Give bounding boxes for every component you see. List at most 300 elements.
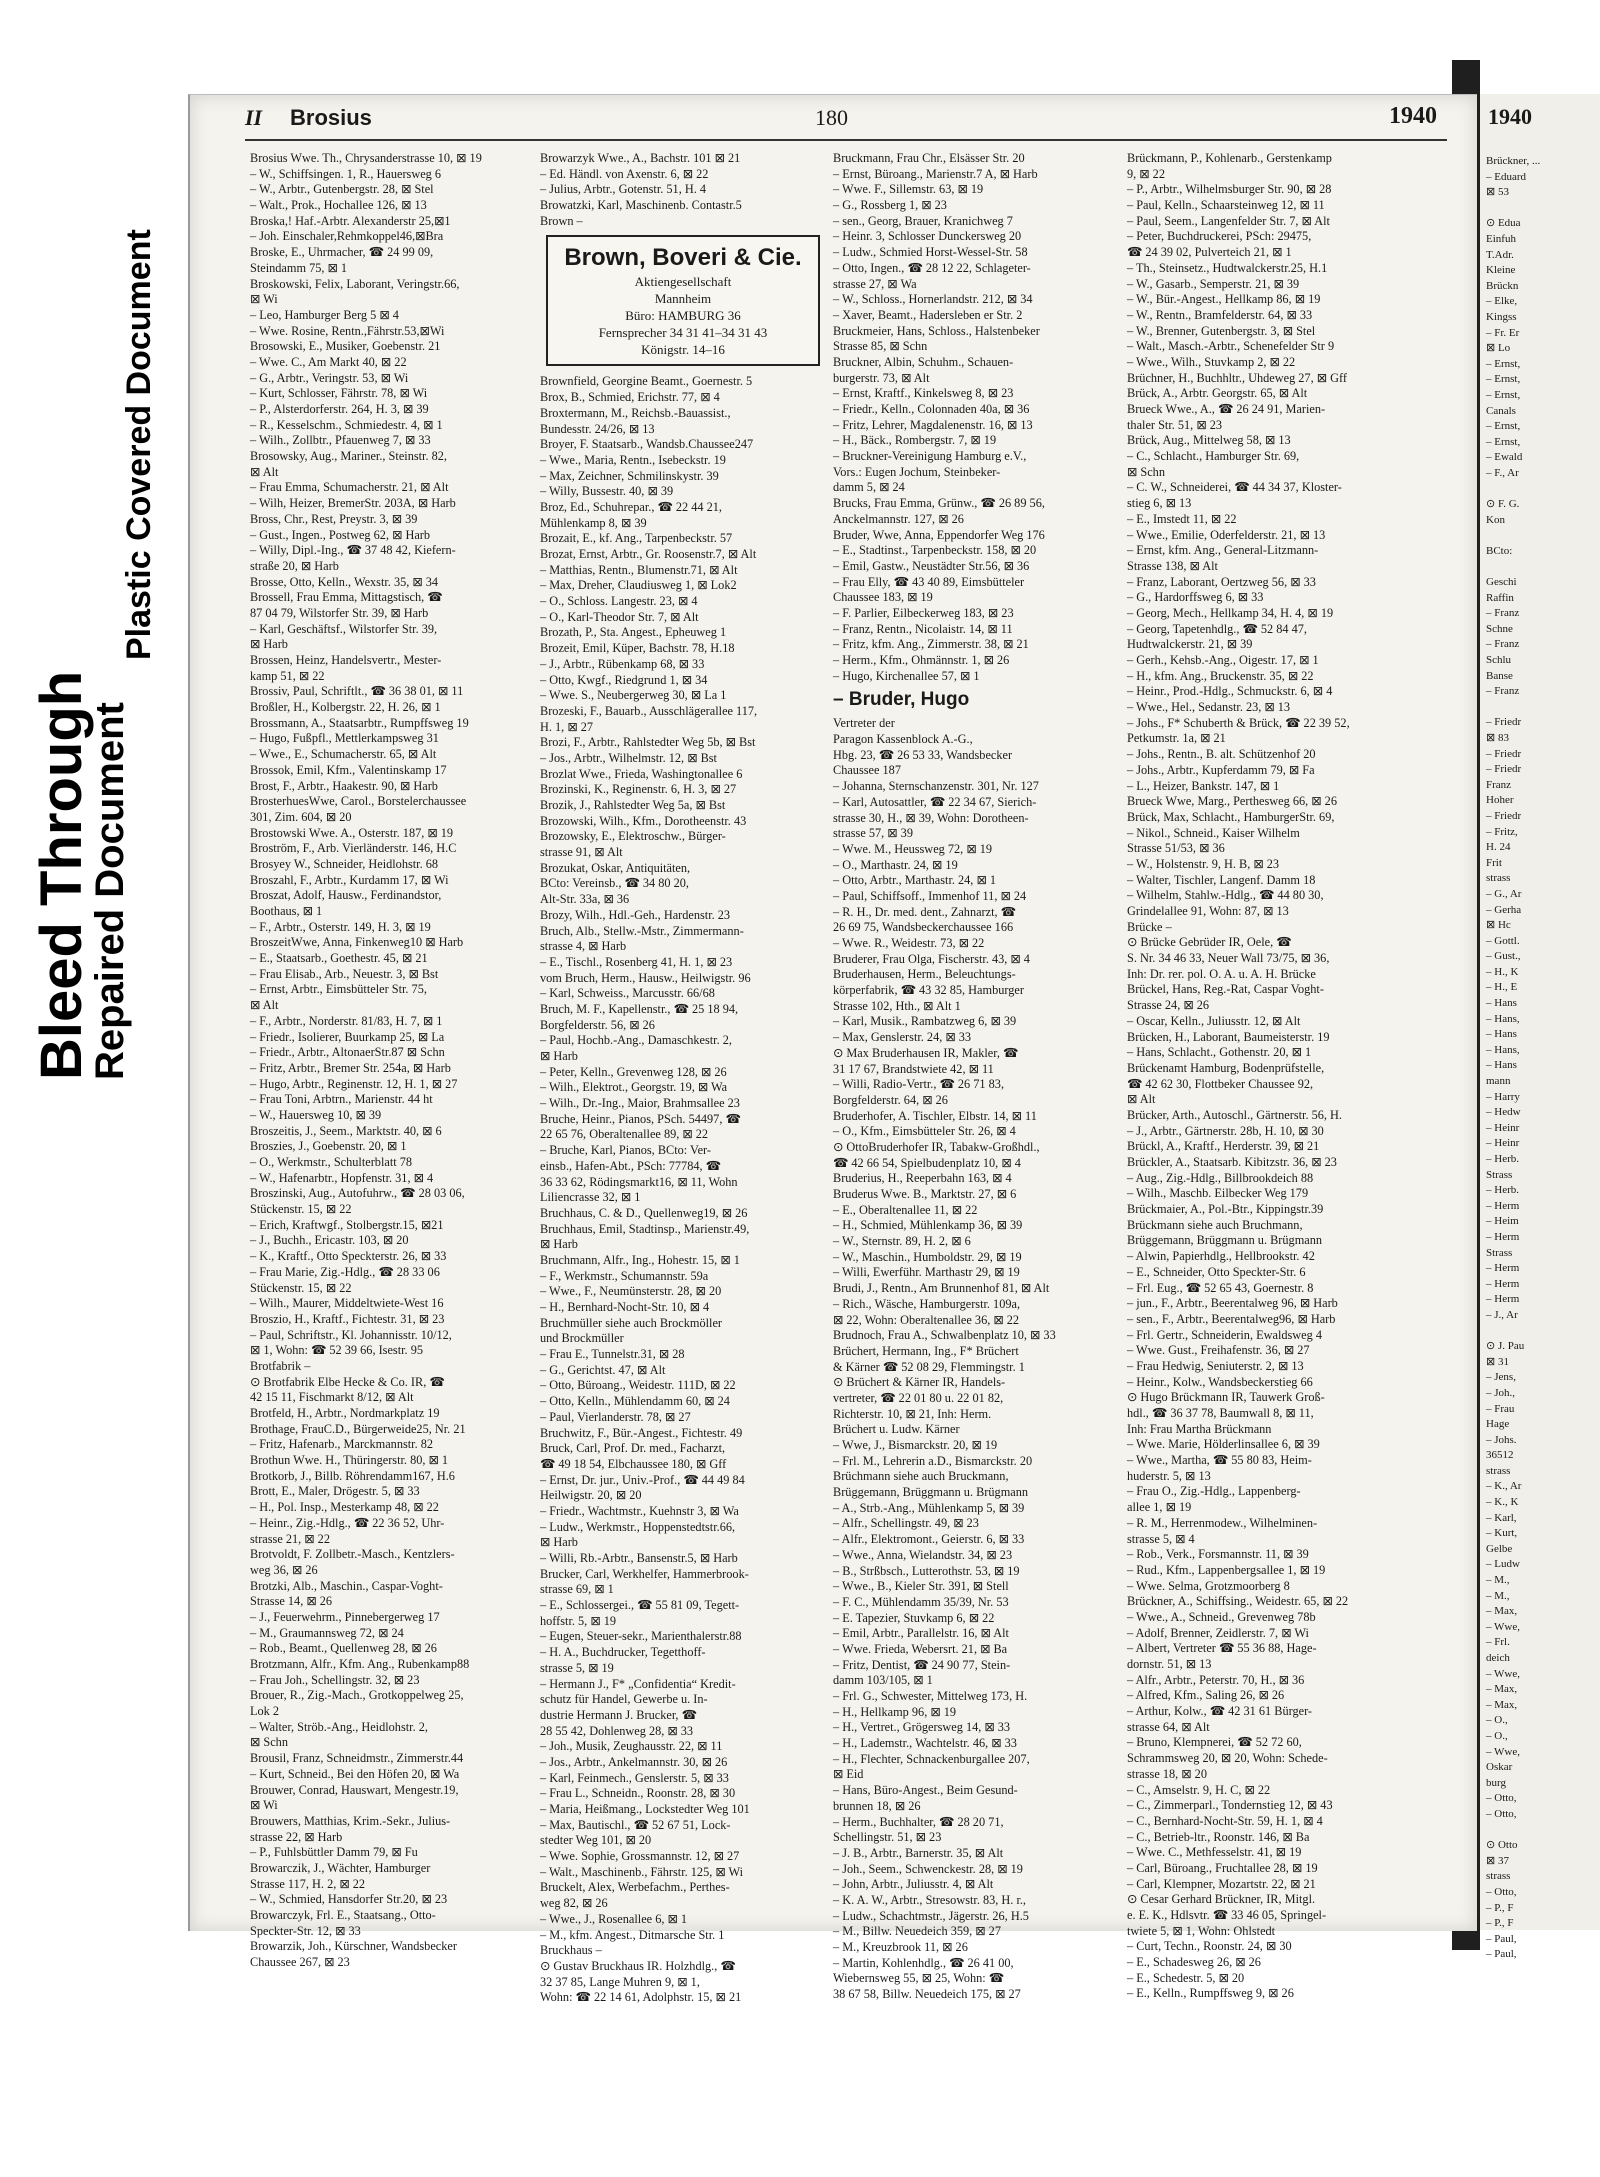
directory-entry-line: – Paul, Hochb.-Ang., Damaschkestr. 2, — [540, 1033, 732, 1048]
directory-entry-line: – Wwe. C., Am Markt 40, ⊠ 22 — [250, 354, 407, 369]
directory-entry-line: – Bruno, Klempnerei, ☎ 52 72 60, — [1127, 1735, 1302, 1750]
directory-entry-line: Brückel, Hans, Reg.-Rat, Caspar Voght- — [1127, 982, 1324, 997]
directory-entry-line: ⊠ Alt — [250, 464, 279, 479]
directory-entry-line: Brozait, E., kf. Ang., Tarpenbeckstr. 57 — [540, 531, 733, 546]
directory-entry-line: – W., Brenner, Gutenbergstr. 3, ⊠ Stel — [1127, 323, 1316, 338]
directory-entry-line: ⊙ Gustav Bruckhaus IR. Holzhdlg., ☎ — [540, 1958, 736, 1973]
directory-entry-line: – Herm — [1486, 1230, 1520, 1243]
directory-entry-line: Browarzyk Wwe., A., Bachstr. 101 ⊠ 21 — [540, 151, 741, 165]
directory-entry-line: – O., — [1486, 1729, 1508, 1742]
directory-entry-line: – Wwe. Rosine, Rentn.,Fährstr.53,⊠Wi — [250, 323, 445, 338]
directory-entry-line: Strasse 117, H. 2, ⊠ 22 — [250, 1876, 366, 1891]
directory-entry-line: Broßler, H., Kolbergstr. 22, H. 26, ⊠ 1 — [250, 700, 441, 715]
directory-entry-line: Brozinski, K., Reginenstr. 6, H. 3, ⊠ 27 — [540, 782, 737, 797]
directory-entry-line: Brozi, F., Arbtr., Rahlstedter Weg 5b, ⊠ Bst — [540, 735, 756, 750]
directory-entry-line: – Heim — [1486, 1215, 1519, 1228]
directory-entry-line: Brückenamt Hamburg, Bodenprüfstelle, — [1127, 1060, 1325, 1075]
directory-entry-line: Petkumstr. 1a, ⊠ 21 — [1127, 731, 1226, 746]
page-year: 1940 — [1389, 103, 1437, 129]
directory-entry-line: Frit — [1486, 856, 1502, 869]
directory-entry-line: – Wwe., J., Rosenallee 6, ⊠ 1 — [540, 1911, 688, 1926]
directory-entry-line: Schrammsweg 20, ⊠ 20, Wohn: Schede- — [1127, 1751, 1328, 1766]
directory-entry-line: – sen., F., Arbtr., Beerentalweg96, ⊠ Harb — [1127, 1311, 1336, 1326]
directory-entry-line: – Max, — [1486, 1683, 1518, 1696]
directory-entry-line: – Georg, Tapetenhdlg., ☎ 52 84 47, — [1127, 621, 1307, 636]
directory-entry-line: – Frl. M., Lehrerin a.D., Bismarckstr. 20 — [833, 1453, 1033, 1468]
directory-entry-line: – Johanna, Sternschanzenstr. 301, Nr. 127 — [833, 779, 1039, 794]
directory-entry-line: 36512 — [1486, 1449, 1514, 1462]
directory-entry-line: – W., Arbtr., Gutenbergstr. 28, ⊠ Stel — [250, 182, 434, 197]
directory-entry-line: – Otto, — [1486, 1792, 1517, 1805]
column-1 — [250, 151, 536, 1971]
directory-entry-line: Bruderius, H., Reeperbahn 163, ⊠ 4 — [833, 1171, 1012, 1186]
directory-entry-line: – Wilh., Zollbtr., Pfauenweg 7, ⊠ 33 — [250, 433, 431, 448]
directory-entry-line: – O., — [1486, 1714, 1508, 1727]
directory-entry-line — [1486, 700, 1600, 716]
directory-entry-line — [1486, 201, 1600, 217]
directory-entry-line — [1486, 1324, 1600, 1340]
directory-entry-line: – Ludw., Werkmstr., Hoppenstedtstr.66, — [540, 1519, 736, 1534]
directory-entry-line: – Wilhelm, Stahlw.-Hdlg., ☎ 44 80 30, — [1127, 888, 1324, 903]
directory-entry-line: Mühlenkamp 8, ⊠ 39 — [540, 515, 647, 530]
directory-entry-line: – Hugo, Kirchenallee 57, ⊠ 1 — [833, 668, 980, 683]
directory-entry-line: – F., Arbtr., Norderstr. 81/83, H. 7, ⊠ 1 — [250, 1013, 443, 1028]
directory-entry-line: Inh: Frau Martha Brückmann — [1127, 1421, 1272, 1436]
directory-entry-line: – J., Arbtr., Gärtnerstr. 28b, H. 10, ⊠ 30 — [1127, 1123, 1324, 1138]
directory-entry-line: – W., Hafenarbtr., Hopfenstr. 31, ⊠ 4 — [250, 1170, 434, 1185]
directory-entry-line: Brossok, Emil, Kfm., Valentinskamp 17 — [250, 762, 447, 777]
directory-entry-line: deich — [1486, 1652, 1510, 1664]
directory-entry-line: – H., Vertret., Grögersweg 14, ⊠ 33 — [833, 1720, 1011, 1735]
directory-entry-line: – P., F — [1486, 1917, 1514, 1930]
directory-entry-line: straße 20, ⊠ Harb — [250, 558, 339, 573]
directory-entry-line: Brück, A., Arbtr. Georgstr. 65, ⊠ Alt — [1127, 386, 1308, 401]
directory-entry-line: – M., Graumannsweg 72, ⊠ 24 — [250, 1625, 404, 1640]
directory-entry-line: Heilwigstr. 20, ⊠ 20 — [540, 1488, 642, 1503]
directory-entry-line: weg 82, ⊠ 26 — [540, 1896, 608, 1911]
directory-entry-line: – J., Feuerwehrm., Pinnebergerweg 17 — [250, 1609, 440, 1624]
directory-entry-line: – Ernst, — [1486, 420, 1521, 433]
directory-entry-line: – W., Schiffsingen. 1, R., Hauersweg 6 — [250, 166, 442, 181]
ad-line: Fernsprecher 34 31 41–34 31 43 — [598, 325, 768, 341]
directory-entry-line: – E., Stadtinst., Tarpenbeckstr. 158, ⊠ 20 — [833, 543, 1037, 558]
directory-entry-line: – Herm — [1486, 1277, 1520, 1290]
directory-entry-line: Strasse 102, Hth., ⊠ Alt 1 — [833, 998, 961, 1013]
directory-entry-line: Brücker, Arth., Autoschl., Gärtnerstr. 56, H. — [1127, 1107, 1343, 1122]
directory-entry-line: Brozath, P., Sta. Angest., Epheuweg 1 — [540, 625, 727, 640]
directory-entry-line: – Otto, Arbtr., Marthastr. 24, ⊠ 1 — [833, 873, 996, 888]
directory-entry-line: Browarczyk, Frl. E., Staatsang., Otto- — [250, 1908, 436, 1922]
directory-entry-line: – Fritz, Arbtr., Bremer Str. 254a, ⊠ Harb — [250, 1060, 451, 1075]
directory-entry-line: – Friedr., Kelln., Colonnaden 40a, ⊠ 36 — [833, 402, 1030, 416]
directory-entry-line: – Wwe. F., Sillemstr. 63, ⊠ 19 — [833, 182, 984, 197]
directory-entry-line: – C., Schlacht., Hamburger Str. 69, — [1127, 449, 1300, 464]
directory-entry-line: Bruckelt, Alex, Werbefachm., Perthes- — [540, 1880, 730, 1895]
directory-entry-line: – Hans, — [1486, 1043, 1520, 1056]
directory-entry-line: kamp 51, ⊠ 22 — [250, 668, 325, 683]
directory-page — [188, 94, 1477, 2005]
directory-entry-line: – P., Arbtr., Wilhelmsburger Str. 90, ⊠ 28 — [1127, 182, 1332, 197]
directory-entry-line: strasse 5, ⊠ 4 — [1127, 1531, 1195, 1546]
directory-entry-line: Browarczik, J., Wächter, Hamburger — [250, 1860, 431, 1875]
directory-entry-line: Kingss — [1486, 310, 1517, 323]
directory-entry-line: – M., kfm. Angest., Ditmarsche Str. 1 — [540, 1927, 725, 1942]
directory-entry-line: – Frau L., Schneidn., Roonstr. 28, ⊠ 30 — [540, 1786, 736, 1801]
directory-entry-line: & Kärner ☎ 52 08 29, Flemmingstr. 1 — [833, 1359, 1025, 1374]
directory-entry-line: – Alfr., Elektromont., Geierstr. 6, ⊠ 33 — [833, 1532, 1025, 1547]
directory-entry-line: – R. M., Herrenmodew., Wilhelminen- — [1127, 1515, 1318, 1530]
directory-entry-line: Brozlat Wwe., Frieda, Washingtonallee 6 — [540, 766, 743, 781]
directory-entry-line: – L., Heizer, Bankstr. 147, ⊠ 1 — [1127, 778, 1280, 793]
directory-entry-line: Brozowsky, E., Elektroschw., Bürger- — [540, 829, 726, 844]
directory-entry-line: – O., Schloss. Langestr. 23, ⊠ 4 — [540, 594, 698, 609]
directory-entry-line: – Wwe. Marie, Hölderlinsallee 6, ⊠ 39 — [1127, 1437, 1320, 1452]
bruder-hugo-heading: – Bruder, Hugo — [833, 689, 970, 711]
directory-entry-line: – Willy, Dipl.-Ing., ☎ 37 48 42, Kiefern- — [250, 543, 456, 558]
directory-entry-line: Brudnoch, Frau A., Schwalbenplatz 10, ⊠ 33 — [833, 1328, 1056, 1343]
directory-entry-line: ⊠ Wi — [250, 292, 278, 307]
directory-entry-line: strass — [1486, 872, 1511, 885]
directory-entry-line: – E. Tapezier, Stuvkamp 6, ⊠ 22 — [833, 1610, 995, 1625]
directory-entry-line: – Hermann J., F* „Confidentia“ Kredit- — [540, 1676, 736, 1691]
directory-entry-line: Brotvoldt, F. Zollbetr.-Masch., Kentzlers- — [250, 1547, 455, 1562]
directory-entry-line: dustrie Hermann J. Brucker, ☎ — [540, 1707, 697, 1722]
directory-entry-line: – Leo, Hamburger Berg 5 ⊠ 4 — [250, 307, 399, 322]
directory-entry-line: Brotfeld, H., Arbtr., Nordmarkplatz 19 — [250, 1406, 440, 1420]
directory-entry-line: – F., Ar — [1486, 466, 1519, 479]
directory-entry-line: – Wwe, — [1486, 1620, 1521, 1633]
directory-entry-line: – Alfr., Schellingstr. 49, ⊠ 23 — [833, 1516, 979, 1531]
directory-entry-line: Brück, Max, Schlacht., HamburgerStr. 69, — [1127, 809, 1335, 824]
directory-entry-line: – G., Arbtr., Veringstr. 53, ⊠ Wi — [250, 370, 409, 385]
directory-entry-line: ⊠ Schn — [250, 1735, 288, 1750]
directory-entry-line: Schlu — [1486, 654, 1512, 666]
directory-entry-line: Brüchner, H., Buchhltr., Uhdeweg 27, ⊠ Gff — [1127, 370, 1347, 385]
directory-entry-line: – J., Ar — [1486, 1308, 1518, 1321]
ad-line: Mannheim — [654, 291, 712, 307]
directory-entry-line: Brotfabrik – — [250, 1358, 311, 1373]
directory-entry-line: BrosterhuesWwe, Carol., Borstelerchaussee — [250, 794, 467, 809]
directory-entry-line: – Jens, — [1486, 1371, 1516, 1384]
directory-entry-line: e. E. K., Hdlsvtr. ☎ 33 46 05, Springel- — [1127, 1908, 1327, 1922]
directory-entry-line: – Wwe., Martha, ☎ 55 80 83, Heim- — [1127, 1453, 1312, 1468]
directory-entry-line: – Fr. Er — [1486, 326, 1520, 339]
directory-entry-line: 32 37 85, Lange Muhren 9, ⊠ 1, — [540, 1974, 700, 1989]
directory-entry-line: – Friedr., Wachtmstr., Kuehnstr 3, ⊠ Wa — [540, 1503, 739, 1518]
directory-entry-line: – H., E — [1486, 981, 1518, 994]
directory-entry-line: Franz — [1486, 778, 1512, 791]
directory-entry-line: – Frau Elisab., Arb., Neuestr. 3, ⊠ Bst — [250, 966, 439, 981]
directory-entry-line: huderstr. 5, ⊠ 13 — [1127, 1468, 1211, 1483]
directory-entry-line: Bruckmann, Frau Chr., Elsässer Str. 20 — [833, 151, 1025, 165]
directory-entry-line: – Hedw — [1486, 1106, 1521, 1119]
directory-entry-line: – Emil, Arbtr., Parallelstr. 16, ⊠ Alt — [833, 1626, 1009, 1641]
directory-entry-line: BCto: — [1486, 544, 1513, 557]
directory-entry-line: Brozik, J., Rahlstedter Weg 5a, ⊠ Bst — [540, 798, 726, 812]
directory-entry-line: Brossmann, A., Staatsarbtr., Rumpffsweg 19 — [250, 715, 469, 730]
directory-entry-line: Brownfield, Georgine Beamt., Goernestr. 5 — [540, 374, 753, 389]
directory-entry-line: strasse 30, H., ⊠ 39, Wohn: Dorotheen- — [833, 810, 1029, 825]
directory-entry-line: – W., Rentn., Bramfelderstr. 64, ⊠ 33 — [1127, 307, 1313, 322]
directory-entry-line: – W., Maschin., Humboldstr. 29, ⊠ 19 — [833, 1249, 1022, 1264]
directory-entry-line: – H., Lademstr., Wachtelstr. 46, ⊠ 33 — [833, 1736, 1017, 1751]
directory-entry-line: Borgfelderstr. 56, ⊠ 26 — [540, 1017, 655, 1032]
directory-entry-line: – Nikol., Schneid., Kaiser Wilhelm — [1127, 825, 1300, 840]
directory-entry-line: ⊠ Harb — [250, 637, 288, 652]
directory-entry-line: – Karl, Geschäftsf., Wilstorfer Str. 39, — [250, 621, 438, 636]
directory-entry-line: Broszinski, Aug., Autofuhrw., ☎ 28 03 06, — [250, 1186, 465, 1201]
directory-entry-line: – Max, — [1486, 1605, 1518, 1618]
directory-entry-line: – Alfred, Kfm., Saling 26, ⊠ 26 — [1127, 1688, 1285, 1703]
directory-entry-line: brunnen 18, ⊠ 26 — [833, 1798, 921, 1813]
directory-entry-line: – M., — [1486, 1574, 1510, 1587]
directory-entry-line: ⊠ Harb — [540, 1049, 578, 1063]
directory-entry-line: Brotkorb, J., Billb. Röhrendamm167, H.6 — [250, 1468, 455, 1483]
directory-entry-line: S. Nr. 34 46 33, Neuer Wall 73/75, ⊠ 36, — [1127, 951, 1330, 966]
directory-entry-line: Brox, B., Schmied, Erichstr. 77, ⊠ 4 — [540, 390, 720, 405]
directory-entry-line: – Wwe. M., Heussweg 72, ⊠ 19 — [833, 841, 992, 856]
directory-entry-line: Bruchwitz, F., Bür.-Angest., Fichtestr. 49 — [540, 1425, 743, 1440]
directory-entry-line: – Ed. Händl. von Axenstr. 6, ⊠ 22 — [540, 166, 709, 181]
directory-entry-line: – Franz — [1486, 607, 1520, 620]
directory-entry-line: – Wilh, Heizer, BremerStr. 203A, ⊠ Harb — [250, 496, 456, 511]
running-head: Brosius — [290, 105, 372, 130]
directory-entry-line: – Heinr — [1486, 1137, 1520, 1150]
directory-entry-line: ☎ 24 39 02, Pulverteich 21, ⊠ 1 — [1127, 245, 1292, 260]
directory-entry-line: – Max, Bautischl., ☎ 52 67 51, Lock- — [540, 1817, 731, 1832]
directory-entry-line: – Rich., Wäsche, Hamburgerstr. 109a, — [833, 1296, 1021, 1311]
directory-entry-line: Liliencrasse 32, ⊠ 1 — [540, 1190, 641, 1205]
column-2 — [540, 151, 826, 2006]
directory-entry-line: 42 15 11, Fischmarkt 8/12, ⊠ Alt — [250, 1390, 414, 1405]
directory-entry-line: Strass — [1486, 1246, 1513, 1259]
directory-entry-line: – Gerh., Kehsb.-Ang., Oigestr. 17, ⊠ 1 — [1127, 653, 1319, 667]
directory-entry-line: – Wwe. Frieda, Webersrt. 21, ⊠ Ba — [833, 1641, 1008, 1656]
directory-entry-line: – Hans — [1486, 1059, 1517, 1072]
volume-number: II — [245, 105, 263, 130]
directory-entry-line: – O., Kfm., Eimsbütteler Str. 26, ⊠ 4 — [833, 1124, 1016, 1139]
directory-entry-line: ⊙ F. G. — [1486, 498, 1520, 511]
directory-entry-line: – Hans — [1486, 997, 1517, 1010]
directory-entry-line: – Fritz, Lehrer, Magdalenenstr. 16, ⊠ 13 — [833, 417, 1033, 432]
directory-entry-line: ☎ 49 18 54, Elbchaussee 180, ⊠ Gff — [540, 1456, 727, 1471]
directory-entry-line: – Otto, — [1486, 1885, 1517, 1898]
directory-entry-line: Brotzmann, Alfr., Kfm. Ang., Rubenkamp88 — [250, 1657, 470, 1671]
directory-entry-line: Broz, Ed., Schuhrepar., ☎ 22 44 21, — [540, 499, 722, 514]
directory-entry-line: – Wwe. Gust., Freihafenstr. 36, ⊠ 27 — [1127, 1343, 1310, 1358]
header-rule — [245, 139, 1447, 141]
directory-entry-line: – Johs., Rentn., B. alt. Schützenhof 20 — [1127, 747, 1316, 762]
directory-entry-line: – Walt., Prok., Hochallee 126, ⊠ 13 — [250, 198, 427, 213]
directory-entry-line: Brozukat, Oskar, Antiquitäten, — [540, 860, 691, 875]
directory-entry-line: mann — [1486, 1075, 1511, 1088]
directory-entry-line: hdl., ☎ 36 37 78, Baumwall 8, ⊠ 11, — [1127, 1406, 1314, 1420]
directory-entry-line: – Th., Steinsetz., Hudtwalckerstr.25, H.1 — [1127, 260, 1328, 275]
directory-entry-line: Kon — [1486, 513, 1505, 526]
directory-entry-line: – Friedr., Isolierer, Buurkamp 25, ⊠ La — [250, 1029, 445, 1044]
column-3-entries — [833, 716, 1119, 2002]
next-page-fragment — [1480, 94, 1600, 1961]
directory-entry-line: – Julius, Arbtr., Gotenstr. 51, H. 4 — [540, 182, 707, 197]
directory-entry-line: 38 67 58, Billw. Neuedeich 175, ⊠ 27 — [833, 1987, 1021, 2002]
directory-entry-line: – C. W., Schneiderei, ☎ 44 34 37, Kloster- — [1127, 480, 1342, 495]
directory-entry-line: 87 04 79, Wilstorfer Str. 39, ⊠ Harb — [250, 605, 429, 620]
directory-entry-line: strasse 91, ⊠ Alt — [540, 845, 623, 860]
directory-entry-line: Bruckhaus – — [540, 1943, 602, 1958]
directory-entry-line: – Adolf, Brenner, Zeidlerstr. 7, ⊠ Wi — [1127, 1625, 1309, 1640]
directory-entry-line: – Gottl. — [1486, 934, 1520, 947]
directory-entry-line: – Wwe., F., Neumünsterstr. 28, ⊠ 20 — [540, 1284, 722, 1299]
directory-entry-line: – Max, Genslerstr. 24, ⊠ 33 — [833, 1030, 972, 1045]
directory-entry-line: ⊠ Lo — [1486, 342, 1511, 355]
directory-entry-line: burg — [1486, 1776, 1506, 1789]
directory-entry-line: – H., Pol. Insp., Mesterkamp 48, ⊠ 22 — [250, 1500, 439, 1515]
directory-entry-line: – Heinr., Prod.-Hdlg., Schmuckstr. 6, ⊠ 4 — [1127, 684, 1333, 699]
directory-entry-line: – W., Hauersweg 10, ⊠ 39 — [250, 1107, 382, 1122]
directory-entry-line: – Gerha — [1486, 903, 1522, 916]
directory-entry-line: – Frau Hedwig, Seniuterstr. 2, ⊠ 13 — [1127, 1358, 1304, 1373]
directory-entry-line: – Paul, — [1486, 1932, 1517, 1945]
directory-entry-line: Bruckner, Albin, Schuhm., Schauen- — [833, 354, 1014, 369]
directory-entry-line: – Martin, Kohlenhdlg., ☎ 26 41 00, — [833, 1955, 1014, 1970]
directory-entry-line: BCto: Vereinsb., ☎ 34 80 20, — [540, 876, 689, 891]
directory-entry-line: Hudtwalckerstr. 21, ⊠ 39 — [1127, 637, 1253, 652]
directory-entry-line: – H., kfm. Ang., Bruckenstr. 35, ⊠ 22 — [1127, 668, 1314, 683]
directory-entry-line: – P., Fuhlsbüttler Damm 79, ⊠ Fu — [250, 1845, 418, 1860]
directory-entry-line: ⊠ Harb — [540, 1535, 578, 1550]
directory-entry-line: Brozeski, F., Bauarb., Ausschlägerallee 117, — [540, 703, 758, 718]
ad-line: Büro: HAMBURG 36 — [625, 308, 741, 324]
directory-entry-line: ☎ 42 62 30, Flottbeker Chaussee 92, — [1127, 1076, 1314, 1091]
directory-entry-line: Strasse 85, ⊠ Schn — [833, 339, 928, 354]
directory-entry-line: strasse 5, ⊠ 19 — [540, 1660, 614, 1675]
directory-entry-line: – Joh., Musik, Zeughausstr. 22, ⊠ 11 — [540, 1739, 723, 1754]
directory-entry-line: ⊠ 1, Wohn: ☎ 52 39 66, Isestr. 95 — [250, 1343, 423, 1358]
directory-entry-line: Brosowsky, Aug., Mariner., Steinstr. 82, — [250, 449, 447, 464]
bleed-through-label: Bleed Through — [29, 670, 94, 1080]
directory-entry-line: – K., Kraftf., Otto Speckterstr. 26, ⊠ 33 — [250, 1249, 447, 1264]
directory-entry-line: Brothage, FrauC.D., Bürgerweide25, Nr. 21 — [250, 1421, 466, 1436]
directory-entry-line: Brückl, A., Kraftf., Herderstr. 39, ⊠ 21 — [1127, 1139, 1320, 1154]
directory-entry-line: Brousil, Franz, Schneidmstr., Zimmerstr.44 — [250, 1751, 464, 1766]
directory-entry-line: Bruch, M. F., Kapellenstr., ☎ 25 18 94, — [540, 1001, 739, 1016]
directory-entry-line: – Hans — [1486, 1028, 1517, 1041]
directory-entry-line: Brown – — [540, 213, 583, 228]
repaired-document-label: Repaired Document — [88, 702, 132, 1080]
directory-entry-line: Browarzik, Joh., Kürschner, Wandsbecker — [250, 1939, 457, 1954]
directory-entry-line: – W., Schmied, Hansdorfer Str.20, ⊠ 23 — [250, 1892, 448, 1907]
directory-entry-line: strasse 57, ⊠ 39 — [833, 826, 913, 841]
directory-entry-line: – Gust., — [1486, 950, 1521, 963]
directory-entry-line: ⊠ Alt — [250, 998, 279, 1013]
directory-entry-line: Brotzki, Alb., Maschin., Caspar-Voght- — [250, 1578, 443, 1593]
directory-entry-line: strasse 22, ⊠ Harb — [250, 1829, 343, 1844]
directory-entry-line: Brückmann siehe auch Bruchmann, — [1127, 1217, 1303, 1232]
directory-entry-line: Steindamm 75, ⊠ 1 — [250, 260, 348, 275]
column-2-head-entries — [540, 151, 826, 229]
directory-entry-line: – Alwin, Papierhdlg., Hellbrookstr. 42 — [1127, 1249, 1315, 1264]
directory-entry-line: – R. H., Dr. med. dent., Zahnarzt, ☎ — [833, 904, 1016, 919]
directory-entry-line: – Wwe., Wilh., Stuvkamp 2, ⊠ 22 — [1127, 354, 1296, 369]
directory-entry-line: 301, Zim. 604, ⊠ 20 — [250, 809, 352, 824]
directory-entry-line: – E., Kelln., Rumpffsweg 9, ⊠ 26 — [1127, 1986, 1294, 2001]
directory-entry-line: Brossen, Heinz, Handelsvertr., Mester- — [250, 653, 442, 667]
directory-entry-line: – Frau E., Tunnelstr.31, ⊠ 28 — [540, 1347, 685, 1362]
directory-entry-line: Brozowski, Wilh., Kfm., Dorotheenstr. 43 — [540, 813, 747, 828]
directory-entry-line: – A., Strb.-Ang., Mühlenkamp 5, ⊠ 39 — [833, 1500, 1025, 1515]
directory-entry-line: Chaussee 187 — [833, 763, 901, 778]
directory-entry-line: Paragon Kassenblock A.-G., — [833, 732, 973, 747]
directory-entry-line: – Frau Elly, ☎ 43 40 89, Eimsbütteler — [833, 574, 1025, 589]
directory-entry-line: – F., Arbtr., Osterstr. 149, H. 3, ⊠ 19 — [250, 919, 431, 934]
directory-entry-line: Bruderhofer, A. Tischler, Elbstr. 14, ⊠ 11 — [833, 1108, 1037, 1123]
directory-entry-line: – Paul, Seem., Langenfelder Str. 7, ⊠ Alt — [1127, 213, 1330, 228]
directory-entry-line: Brosius Wwe. Th., Chrysanderstrasse 10, ⊠ 19 — [250, 151, 482, 165]
directory-entry-line: – Peter, Kelln., Grevenweg 128, ⊠ 26 — [540, 1064, 727, 1079]
directory-entry-line: Bruche, Heinr., Pianos, PSch. 54497, ☎ — [540, 1111, 741, 1126]
directory-entry-line: ⊠ 31 — [1486, 1355, 1509, 1368]
directory-entry-line: – Harry — [1486, 1090, 1520, 1103]
directory-entry-line: – Ernst, — [1486, 388, 1521, 401]
directory-entry-line: vertreter, ☎ 22 01 80 u. 22 01 82, — [833, 1390, 1004, 1405]
directory-entry-line: – Johs. — [1486, 1433, 1517, 1446]
directory-entry-line: Hage — [1486, 1418, 1510, 1431]
directory-entry-line: ⊠ Harb — [540, 1237, 578, 1252]
directory-entry-line: – Emil, Gastw., Neustädter Str.56, ⊠ 36 — [833, 558, 1030, 573]
directory-entry-line: – Heinr. 3, Schlosser Dunckersweg 20 — [833, 229, 1022, 244]
next-page-lines — [1486, 154, 1600, 1963]
directory-entry-line: – W., Schloss., Hornerlandstr. 212, ⊠ 34 — [833, 292, 1033, 307]
directory-entry-line: Raffin — [1486, 591, 1514, 604]
directory-entry-line: ☎ 42 66 54, Spielbudenplatz 10, ⊠ 4 — [833, 1155, 1021, 1170]
directory-entry-line: – H., Schmied, Mühlenkamp 36, ⊠ 39 — [833, 1218, 1023, 1233]
directory-entry-line: Wiebernsweg 55, ⊠ 25, Wohn: ☎ — [833, 1971, 1005, 1986]
directory-entry-line: – P., Alsterdorferstr. 264, H. 3, ⊠ 39 — [250, 402, 429, 416]
directory-entry-line: Schellingstr. 51, ⊠ 23 — [833, 1830, 942, 1845]
directory-entry-line: hoffstr. 5, ⊠ 19 — [540, 1613, 617, 1628]
directory-entry-line: ⊙ Brüchert & Kärner IR, Handels- — [833, 1375, 1006, 1390]
directory-entry-line: Brosowski, E., Musiker, Goebenstr. 21 — [250, 339, 441, 354]
directory-entry-line: – Fritz, Dentist, ☎ 24 90 77, Stein- — [833, 1657, 1011, 1672]
directory-entry-line: – Arthur, Kolw., ☎ 42 31 61 Bürger- — [1127, 1704, 1313, 1719]
directory-entry-line: Brücken, H., Laborant, Baumeisterstr. 19 — [1127, 1029, 1330, 1044]
directory-entry-line: twiete 5, ⊠ 1, Wohn: Ohlstedt — [1127, 1923, 1276, 1938]
directory-entry-line: – Otto, Kelln., Mühlendamm 60, ⊠ 24 — [540, 1394, 730, 1409]
directory-entry-line: – Walter, Tischler, Langenf. Damm 18 — [1127, 872, 1316, 887]
brown-boveri-ad — [546, 235, 820, 366]
directory-entry-line: – Oscar, Kelln., Juliusstr. 12, ⊠ Alt — [1127, 1013, 1301, 1028]
directory-entry-line: – Hans, Büro-Angest., Beim Gesund- — [833, 1783, 1018, 1798]
directory-entry-line: – Ernst, Arbtr., Eimsbütteler Str. 75, — [250, 982, 427, 997]
column-4 — [1127, 151, 1413, 2002]
directory-entry-line: ⊠ 37 — [1486, 1854, 1509, 1867]
directory-entry-line: Brückmann, P., Kohlenarb., Gerstenkamp — [1127, 151, 1332, 165]
directory-entry-line: ⊙ J. Pau — [1486, 1340, 1525, 1353]
directory-entry-line: strasse 18, ⊠ 20 — [1127, 1766, 1207, 1781]
directory-entry-line: – Herm., Kfm., Ohmännstr. 1, ⊠ 26 — [833, 653, 1010, 667]
directory-entry-line: stedter Weg 101, ⊠ 20 — [540, 1833, 652, 1848]
directory-entry-line: weg 36, ⊠ 26 — [250, 1562, 318, 1577]
directory-entry-line: – Frau Toni, Arbtrn., Marienstr. 44 ht — [250, 1092, 433, 1107]
directory-entry-line: Hoher — [1486, 794, 1514, 807]
directory-entry-line: ⊠ Hc — [1486, 919, 1511, 932]
directory-entry-line: ⊙ Hugo Brückmann IR, Tauwerk Groß- — [1127, 1390, 1325, 1405]
directory-entry-line: – K., K — [1486, 1496, 1519, 1509]
directory-entry-line: Brouwers, Matthias, Krim.-Sekr., Julius- — [250, 1813, 451, 1828]
directory-entry-line: Browatzki, Karl, Maschinenb. Contastr.5 — [540, 198, 742, 213]
directory-entry-line: BroszeitWwe, Anna, Finkenweg10 ⊠ Harb — [250, 935, 464, 950]
directory-entry-line: Vertreter der — [833, 716, 895, 731]
